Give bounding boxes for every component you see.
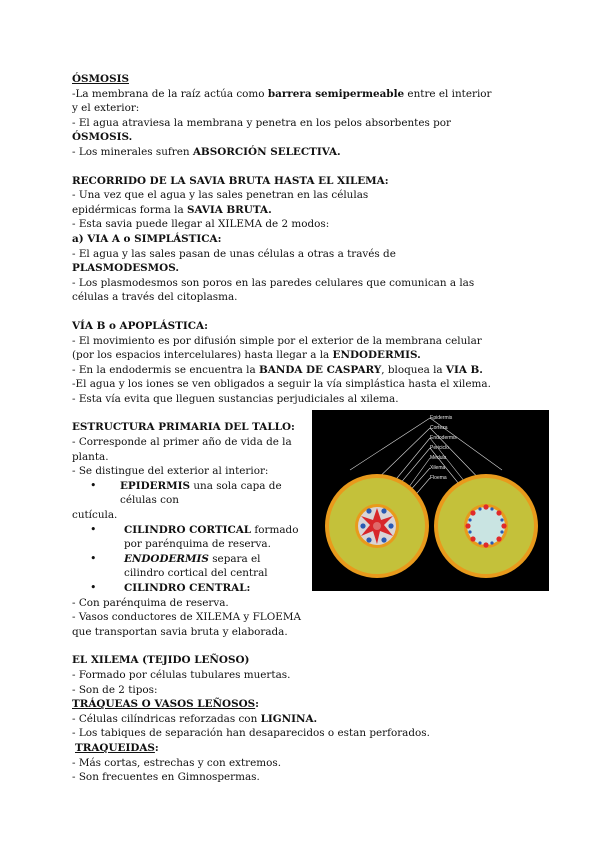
figure-label-2: Endodermis [430, 435, 457, 441]
xilema-line-2: - Son de 2 tipos: [72, 683, 158, 696]
via-a-line-1: - El agua y las sales pasan de unas células a otras a través de PLASMODESMOS. [72, 247, 396, 275]
tallo-line-1: - Corresponde al primer año de vida de la planta. [72, 436, 292, 463]
tallo-section [72, 420, 302, 639]
traqueidas-heading: TRAQUEIDAS: [75, 741, 159, 754]
via-b-line-1: - El movimiento es por difusión simple por el exterior de la membrana celular (por los espacios intercelulares) hasta llegar a la ENDODERMIS. [72, 334, 482, 362]
osmosis-line-1: -La membrana de la raíz actúa como barrera semipermeable entre el interior y el exterior: [72, 87, 492, 115]
figure-label-4: Médula [430, 455, 447, 461]
bullet-cilindro-cortical: • CILINDRO CORTICAL formado por parénquima de reserva. [72, 523, 302, 552]
figure-label-1: Corteza [430, 425, 448, 431]
xilema-line-5: - Más cortas, estrechas y con extremos. [72, 756, 282, 769]
bullet-endodermis: • ENDODERMIS separa el cilindro cortical del central [72, 552, 302, 581]
figure-label-5: Xilema [430, 465, 446, 471]
recorrido-line-2: epidérmicas forma la SAVIA BRUTA. [72, 203, 272, 216]
osmosis-line-3: - Los minerales sufren ABSORCIÓN SELECTIVA. [72, 145, 341, 158]
bullet-epidermis: • EPIDERMIS una sola capa de células con [72, 479, 302, 508]
tallo-line-2: - Se distingue del exterior al interior: [72, 465, 269, 478]
recorrido-heading: RECORRIDO DE LA SAVIA BRUTA HASTA EL XILEMA: [72, 174, 389, 187]
via-b-line-2: - En la endodermis se encuentra la BANDA DE CASPARY, bloquea la VIA B. [72, 363, 483, 376]
stem-cross-section-figure [312, 410, 549, 591]
xilema-line-1: - Formado por células tubulares muertas. [72, 668, 291, 681]
osmosis-heading: ÓSMOSIS [72, 73, 129, 85]
figure-label-0: Epidermis [430, 415, 453, 421]
bullet-cilindro-central: • CILINDRO CENTRAL: [72, 581, 302, 596]
recorrido-line-1: - Una vez que el agua y las sales penetran en las células [72, 189, 369, 202]
via-b-heading: VÍA B o APOPLÁSTICA: [72, 319, 208, 332]
via-a-line-2: - Los plasmodesmos son poros en las paredes celulares que comunican a las células a través del citoplasma. [72, 276, 475, 304]
left-stem-section [325, 474, 429, 578]
tallo-heading: ESTRUCTURA PRIMARIA DEL TALLO: [72, 421, 295, 434]
osmosis-line-2: - El agua atraviesa la membrana y penetra en los pelos absorbentes por ÓSMOSIS. [72, 116, 451, 144]
figure-label-3: Periciclo [430, 445, 449, 451]
xilema-heading: EL XILEMA (TEJIDO LEÑOSO) [72, 654, 250, 667]
tallo-line-4: - Vasos conductores de XILEMA y FLOEMA que transportan savia bruta y elaborada. [72, 611, 301, 638]
figure-labels [430, 415, 457, 481]
xilema-line-4: - Los tabiques de separación han desaparecidos o estan perforados. [72, 727, 430, 740]
xilema-line-6: - Son frecuentes en Gimnospermas. [72, 771, 260, 784]
figure-label-6: Floema [430, 475, 447, 481]
stem-cross-section-svg [312, 410, 549, 591]
xilema-line-3: - Células cilíndricas reforzadas con LIGNINA. [72, 712, 318, 725]
tallo-line-3: - Con parénquima de reserva. [72, 596, 229, 609]
recorrido-line-3: - Esta savia puede llegar al XILEMA de 2 modos: [72, 218, 330, 231]
via-b-line-4: - Esta vía evita que lleguen sustancias perjudiciales al xilema. [72, 392, 399, 405]
via-a-heading: a) VIA A o SIMPLÁSTICA: [72, 232, 222, 245]
bullet-epidermis-cont: cutícula. [72, 509, 118, 522]
traqueas-heading: TRÁQUEAS O VASOS LEÑOSOS: [72, 698, 259, 711]
via-b-line-3: -El agua y los iones se ven obligados a seguir la vía simplástica hasta el xilema. [72, 378, 491, 391]
right-stem-section [434, 474, 538, 578]
